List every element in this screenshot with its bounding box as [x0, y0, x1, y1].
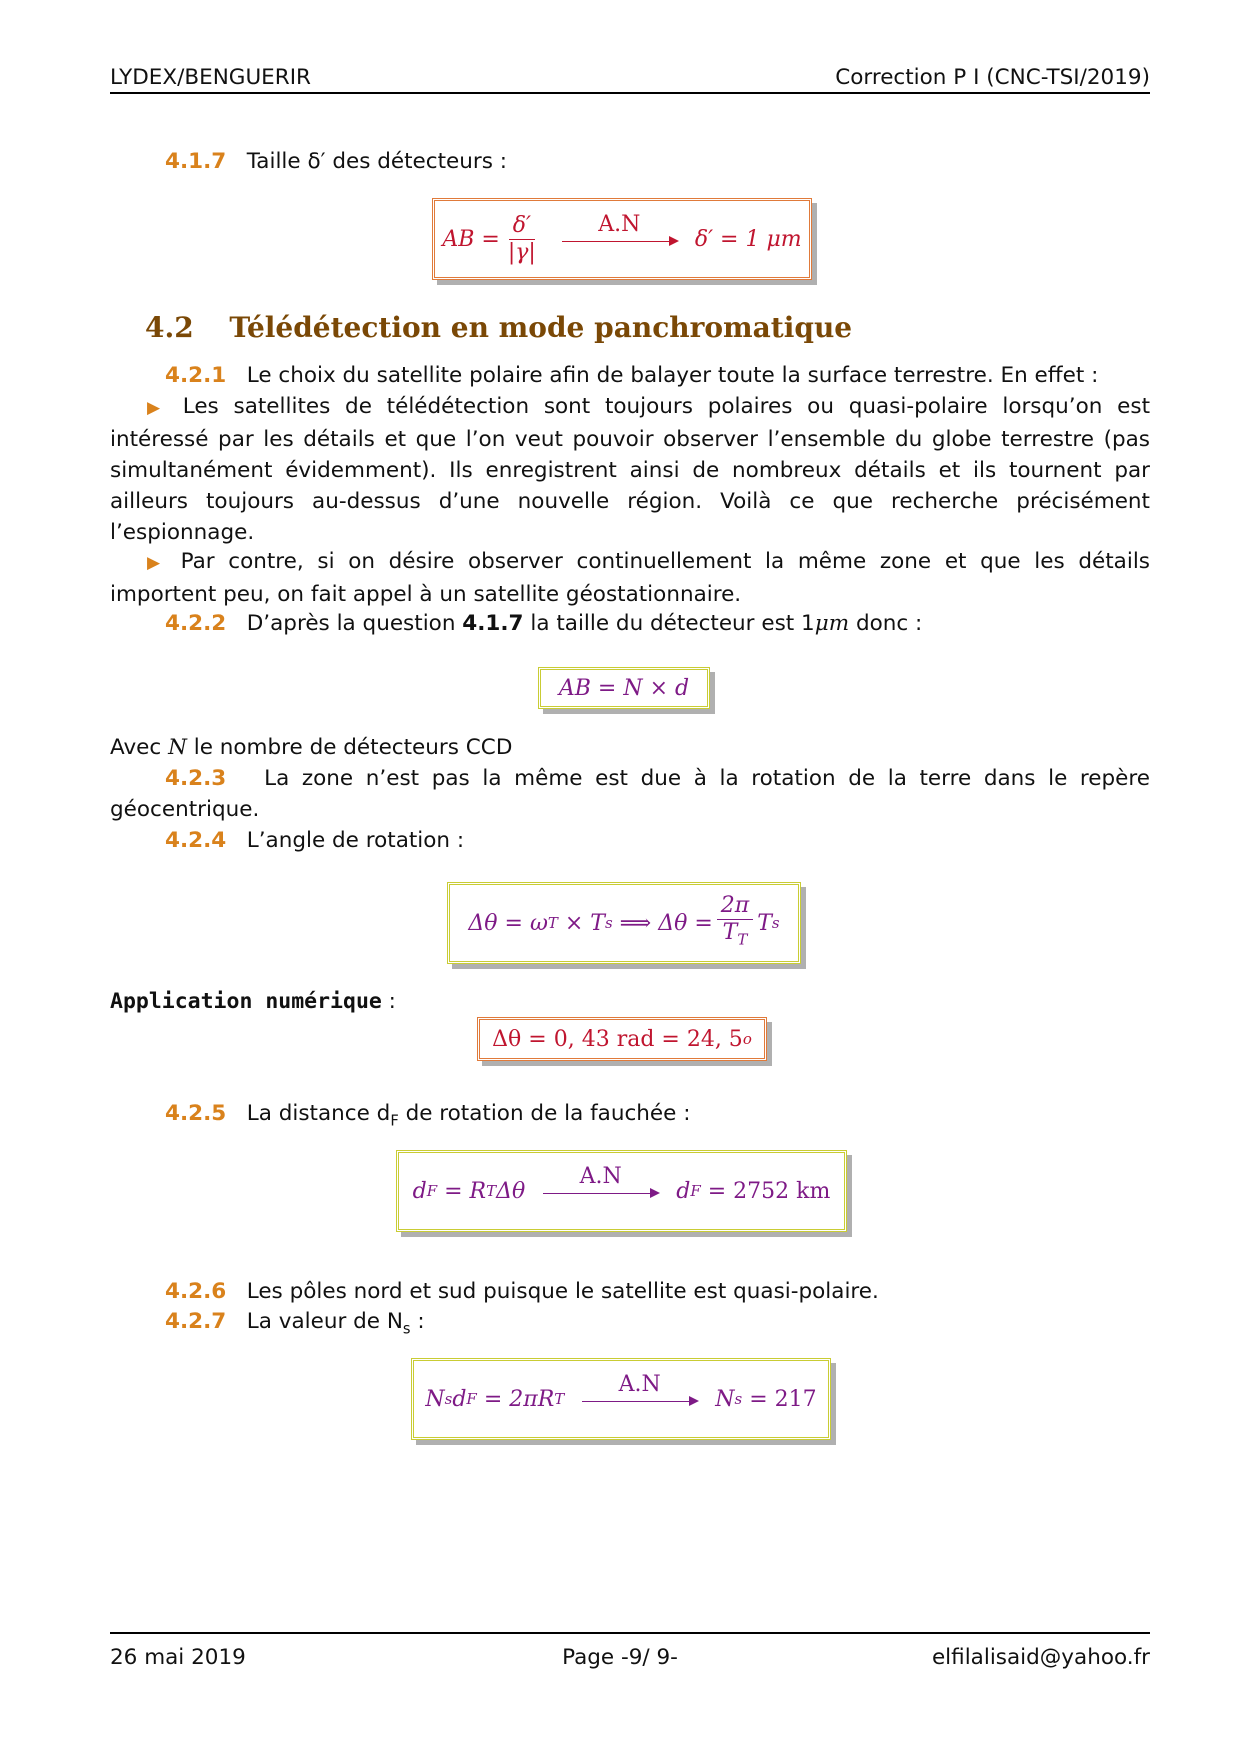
footer-email: elfilalisaid@yahoo.fr [931, 1645, 1150, 1670]
header-left: LYDEX/BENGUERIR [110, 65, 311, 90]
subscript: s [734, 1390, 743, 1408]
avec-line [110, 732, 512, 763]
question-text: La zone n’est pas la même est due à la rotation de la terre dans le repère géocentrique. [110, 766, 1150, 822]
equation-box-delta-theta [447, 882, 801, 964]
question-text-post: : [417, 1309, 425, 1334]
eq-lhs: d [412, 1178, 427, 1204]
question-number: 4.2.1 [165, 363, 227, 388]
an-arrow [562, 213, 677, 242]
triangle-bullet-icon: ▶ [147, 553, 167, 573]
eq-tail: Δθ [496, 1178, 526, 1204]
header-right: Correction P I (CNC-TSI/2019) [835, 65, 1150, 90]
question-4-2-6 [165, 1276, 879, 1307]
bullet-text: Par contre, si on désire observer continuellement la même zone et que les détails importent peu, on fait appel à un satellite géostationnaire. [110, 549, 1150, 607]
equation-box-ab-delta [432, 198, 812, 280]
question-text: L’angle de rotation : [246, 828, 465, 853]
subscript: F [390, 1112, 399, 1130]
subscript: T [547, 914, 558, 932]
an-arrow [582, 1373, 697, 1402]
eq-implies: ⟹ Δθ = [619, 910, 713, 936]
bullet-paragraph-2 [110, 546, 1150, 610]
eq-mid: × T [564, 910, 605, 936]
question-4-1-7 [165, 146, 507, 177]
an-arrow [543, 1165, 658, 1194]
avec-post: le nombre de détecteurs CCD [193, 735, 513, 760]
eq-mid: = R [444, 1178, 487, 1204]
eq-rhs: δ′ = 1 μm [694, 226, 802, 252]
denominator-base: T [722, 920, 738, 946]
question-ref: 4.1.7 [462, 611, 524, 636]
fraction [717, 893, 753, 952]
subscript: T [737, 930, 748, 949]
subscript: F [690, 1182, 701, 1200]
application-numerique-label [110, 986, 396, 1017]
footer-rule [110, 1632, 1150, 1634]
equation-box-delta-theta-value [477, 1017, 767, 1061]
section-title: Télédétection en mode panchromatique [229, 311, 853, 344]
section-heading [145, 310, 852, 346]
subscript: s [604, 914, 613, 932]
question-text-post: de rotation de la fauchée : [405, 1101, 691, 1126]
eq-mid: = 2πR [483, 1386, 555, 1412]
eq-lhs: Δθ = ω [468, 910, 548, 936]
avec-var: N [168, 735, 187, 760]
avec-pre: Avec [110, 735, 162, 760]
arrow-right-icon [543, 1193, 658, 1194]
superscript: o [742, 1030, 752, 1048]
fraction-numerator: δ′ [509, 213, 535, 240]
arrow-label: A.N [618, 1371, 661, 1397]
question-text: Taille δ′ des détecteurs : [246, 149, 508, 174]
subscript: F [426, 1182, 438, 1200]
arrow-label: A.N [598, 211, 641, 237]
footer-date: 26 mai 2019 [110, 1645, 246, 1670]
unit: μm [814, 611, 850, 636]
question-text-mid: la taille du détecteur est 1 [530, 611, 815, 636]
eq-rhs: N [715, 1386, 735, 1412]
eq-rhs-value: = 217 [749, 1386, 817, 1412]
arrow-right-icon [562, 241, 677, 242]
question-4-2-2 [165, 608, 922, 639]
equation-text: Δθ = 0, 43 rad = 24, 5 [492, 1026, 743, 1052]
eq-rhs: d [676, 1178, 691, 1204]
fraction-numerator: 2π [717, 893, 753, 920]
question-text: Le choix du satellite polaire afin de balayer toute la surface terrestre. En effet : [246, 363, 1099, 388]
question-text-post: donc : [855, 611, 923, 636]
header-rule [110, 92, 1150, 94]
page-number: Page -9/ 9- [562, 1645, 678, 1670]
subscript: F [466, 1390, 477, 1408]
eq-lhs: N [425, 1386, 445, 1412]
subscript: s [402, 1320, 411, 1338]
question-text-pre: D’après la question [246, 611, 456, 636]
subscript: T [554, 1390, 565, 1408]
question-text-pre: La distance d [246, 1101, 391, 1126]
eq-rhs-value: = 2752 km [707, 1178, 831, 1204]
question-4-2-7 [165, 1306, 425, 1344]
arrow-right-icon [582, 1401, 697, 1402]
fraction [504, 213, 540, 266]
fraction-denominator: |γ| [507, 239, 536, 265]
question-number: 4.2.3 [165, 766, 227, 791]
question-number: 4.2.2 [165, 611, 227, 636]
question-number: 4.2.7 [165, 1309, 227, 1334]
question-text-pre: La valeur de N [246, 1309, 403, 1334]
question-number: 4.1.7 [165, 149, 227, 174]
section-number: 4.2 [145, 311, 194, 344]
app-colon: : [388, 989, 396, 1014]
bullet-paragraph-1 [110, 391, 1150, 548]
subscript: s [444, 1390, 453, 1408]
equation-box-ab-nd [538, 667, 710, 709]
triangle-bullet-icon: ▶ [147, 398, 168, 418]
equation-box-df [396, 1150, 847, 1232]
question-4-2-4 [165, 825, 464, 856]
eq-lhs: AB = [442, 226, 500, 252]
equation-text: AB = N × d [558, 675, 690, 701]
question-number: 4.2.4 [165, 828, 227, 853]
subscript: T [486, 1182, 497, 1200]
eq-lhs2: d [452, 1386, 467, 1412]
question-number: 4.2.6 [165, 1279, 227, 1304]
fraction-denominator [719, 920, 752, 952]
question-text: Les pôles nord et sud puisque le satellite est quasi-polaire. [246, 1279, 879, 1304]
subscript: s [771, 914, 780, 932]
question-4-2-1 [165, 360, 1098, 391]
question-4-2-3 [110, 763, 1150, 825]
app-label: Application numérique [110, 989, 382, 1014]
arrow-label: A.N [579, 1163, 622, 1189]
question-4-2-5 [165, 1098, 690, 1136]
equation-box-ns [411, 1358, 831, 1440]
question-number: 4.2.5 [165, 1101, 227, 1126]
eq-tail: T [757, 910, 772, 936]
bullet-text: Les satellites de télédétection sont toujours polaires ou quasi-polaire lorsqu’on est intéressé par les détails et que l’on veut pouvoir observer l’ensemble du globe terrestre (pas simultanément évidemment). Ils enregistrent ainsi de nombreux détails et ils tournent par ailleurs toujours au-dessus d’une nouvelle région. Voilà ce que recherche précisément l’espionnage. [110, 394, 1150, 545]
